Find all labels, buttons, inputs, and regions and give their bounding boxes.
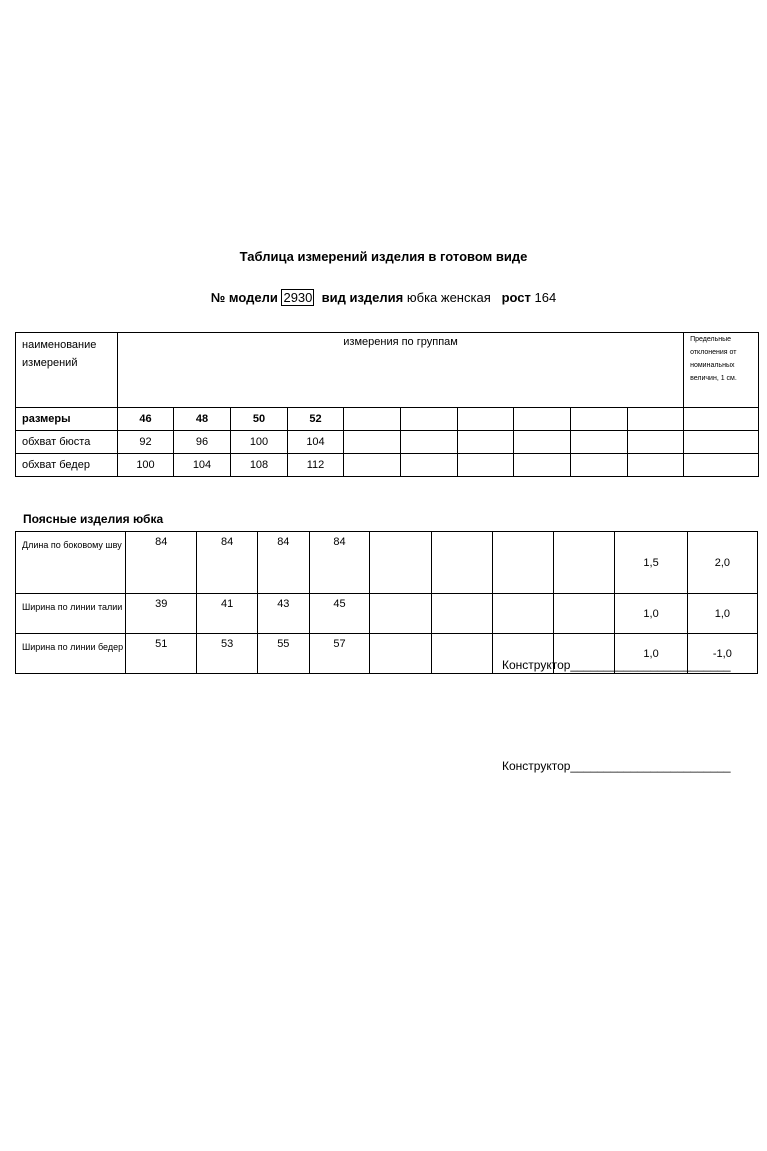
tolerance-cell: 1,0 [615, 594, 687, 634]
table-header-row [16, 333, 759, 408]
table-row [16, 532, 758, 594]
table-cell: 53 [197, 634, 257, 674]
header-name: наименование измерений [22, 339, 97, 369]
empty-cell [628, 431, 684, 454]
table-cell: 100 [231, 431, 288, 454]
empty-cell [684, 408, 759, 431]
table-cell: 55 [257, 634, 309, 674]
empty-cell [628, 454, 684, 477]
empty-cell [370, 634, 432, 674]
empty-cell [514, 408, 571, 431]
empty-cell [344, 454, 401, 477]
table-cell: 112 [288, 454, 344, 477]
model-label: № модели [210, 290, 278, 305]
empty-cell [514, 454, 571, 477]
empty-cell [370, 594, 432, 634]
model-info-line [0, 290, 767, 305]
table-row [16, 431, 759, 454]
empty-cell [458, 454, 514, 477]
table-row [16, 454, 759, 477]
table-cell: 45 [309, 594, 369, 634]
section-title: Поясные изделия юбка [23, 512, 164, 526]
empty-cell [344, 431, 401, 454]
tolerance-cell: 2,0 [687, 532, 757, 594]
table-cell: 104 [174, 454, 231, 477]
empty-cell [571, 408, 628, 431]
table-cell: 84 [126, 532, 197, 594]
row-label: обхват бедер [16, 454, 118, 477]
table-cell: 84 [257, 532, 309, 594]
empty-cell [553, 532, 615, 594]
header-groups-cell [118, 333, 684, 408]
product-type-value: юбка женская [406, 290, 491, 305]
empty-cell [401, 431, 458, 454]
empty-cell [493, 594, 553, 634]
product-type-label: вид изделия [321, 290, 404, 305]
empty-cell [344, 408, 401, 431]
empty-cell [431, 634, 493, 674]
row-label: размеры [16, 408, 118, 431]
empty-cell [553, 594, 615, 634]
table-cell: 39 [126, 594, 197, 634]
empty-cell [571, 431, 628, 454]
tolerance-cell: 1,0 [687, 594, 757, 634]
skirt-measurements-table [15, 531, 758, 674]
table-cell: 50 [231, 408, 288, 431]
measurements-table [15, 332, 759, 477]
table-cell: 100 [118, 454, 174, 477]
constructor-signature: Конструктор________________________ [502, 658, 731, 672]
table-cell: 51 [126, 634, 197, 674]
table-cell: 43 [257, 594, 309, 634]
empty-cell [684, 431, 759, 454]
empty-cell [431, 594, 493, 634]
tolerance-cell: 1,0 [615, 634, 687, 674]
height-value: 164 [534, 290, 557, 305]
empty-cell [493, 532, 553, 594]
height-label: рост [501, 290, 531, 305]
empty-cell [401, 454, 458, 477]
constructor-signature: Конструктор________________________ [502, 759, 731, 773]
table-cell: 104 [288, 431, 344, 454]
table-cell: 57 [309, 634, 369, 674]
empty-cell [401, 408, 458, 431]
empty-cell [458, 431, 514, 454]
row-label: Ширина по линии талии [16, 594, 126, 634]
header-tolerance: Предельные отклонения от номинальных величин, 1 см. [690, 336, 737, 382]
table-cell: 48 [174, 408, 231, 431]
tolerance-cell: -1,0 [687, 634, 757, 674]
model-number: 2930 [283, 290, 313, 305]
table-row [16, 408, 759, 431]
empty-cell [628, 408, 684, 431]
empty-cell [458, 408, 514, 431]
header-tolerance-cell [684, 333, 759, 408]
table-cell: 84 [197, 532, 257, 594]
header-name-cell [16, 333, 118, 408]
header-groups: измерения по группам [343, 336, 458, 348]
empty-cell [431, 532, 493, 594]
table-cell: 41 [197, 594, 257, 634]
table-cell: 46 [118, 408, 174, 431]
row-label: Ширина по линии бедер [16, 634, 126, 674]
empty-cell [514, 431, 571, 454]
row-label: обхват бюста [16, 431, 118, 454]
empty-cell [684, 454, 759, 477]
empty-cell [571, 454, 628, 477]
document-title: Таблица измерений изделия в готовом виде [239, 249, 528, 264]
table-cell: 96 [174, 431, 231, 454]
table-cell: 108 [231, 454, 288, 477]
table-cell: 92 [118, 431, 174, 454]
tolerance-cell: 1,5 [615, 532, 687, 594]
empty-cell [370, 532, 432, 594]
table-cell: 52 [288, 408, 344, 431]
row-label: Длина по боковому шву [16, 532, 126, 594]
table-cell: 84 [309, 532, 369, 594]
table-row [16, 594, 758, 634]
